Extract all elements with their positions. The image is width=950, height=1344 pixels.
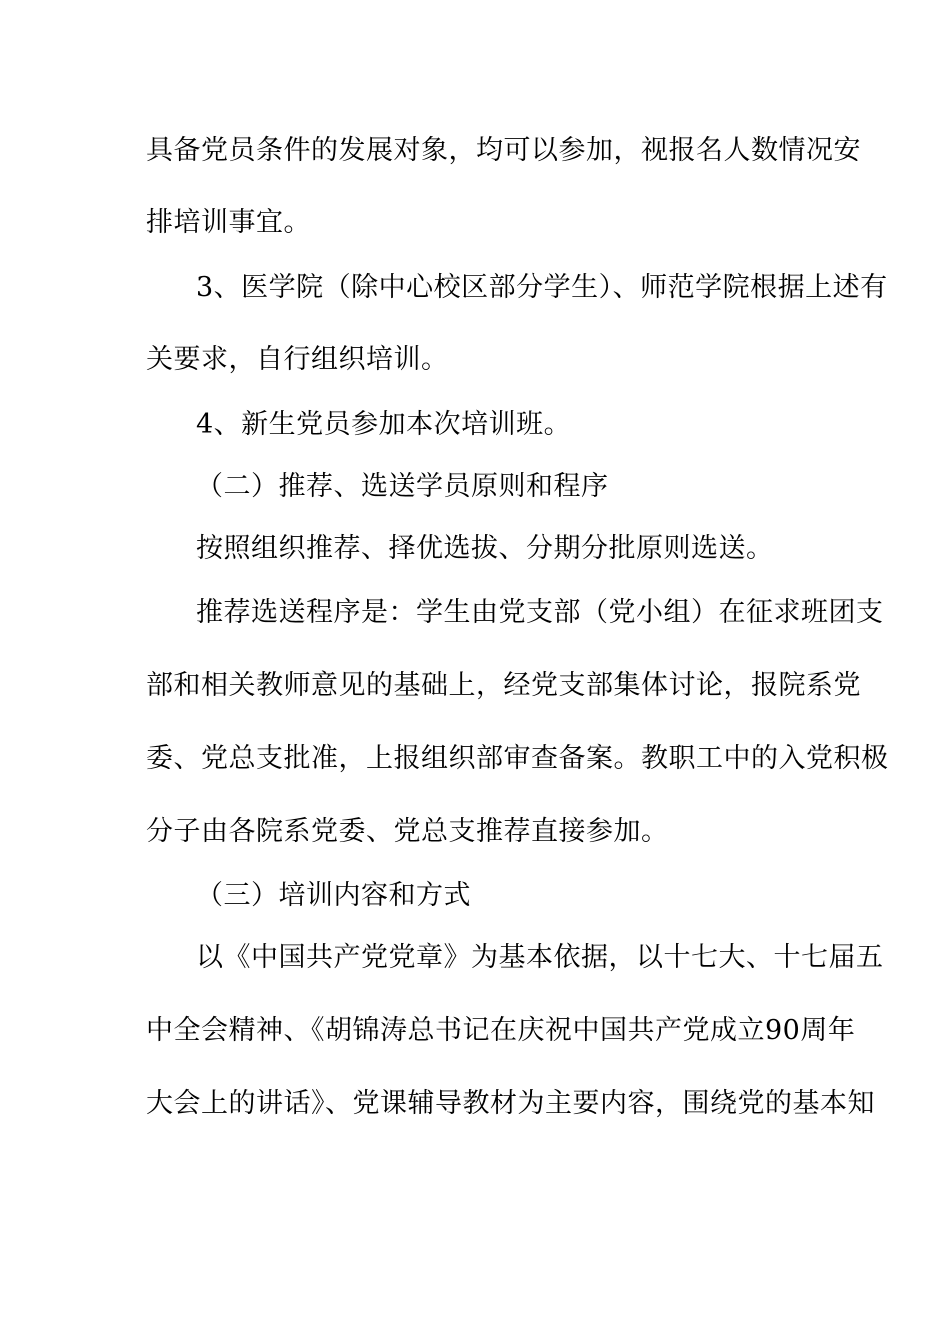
text-line: 排培训事宜。	[146, 207, 311, 238]
text-line: 具备党员条件的发展对象，均可以参加，视报名人数情况安	[146, 135, 861, 166]
section-heading: （三）培训内容和方式	[196, 880, 471, 911]
text-line: 4、新生党员参加本次培训班。	[196, 409, 572, 440]
text-line: 按照组织推荐、择优选拔、分期分批原则选送。	[196, 533, 774, 564]
text-line: 分子由各院系党委、党总支推荐直接参加。	[146, 816, 669, 847]
text-line: 3、医学院（除中心校区部分学生）、师范学院根据上述有	[196, 272, 888, 303]
text-line: 部和相关教师意见的基础上，经党支部集体讨论，报院系党	[146, 670, 861, 701]
text-line: 大会上的讲话》、党课辅导教材为主要内容，围绕党的基本知	[146, 1088, 875, 1119]
text-line: 关要求，自行组织培训。	[146, 344, 449, 375]
text-line: 推荐选送程序是：学生由党支部（党小组）在征求班团支	[196, 597, 884, 628]
section-heading: （二）推荐、选送学员原则和程序	[196, 471, 609, 502]
text-line: 以《中国共产党党章》为基本依据，以十七大、十七届五	[196, 942, 884, 973]
text-line: 委、党总支批准，上报组织部审查备案。教职工中的入党积极	[146, 743, 889, 774]
text-line: 中全会精神、《胡锦涛总书记在庆祝中国共产党成立90周年	[146, 1015, 856, 1046]
